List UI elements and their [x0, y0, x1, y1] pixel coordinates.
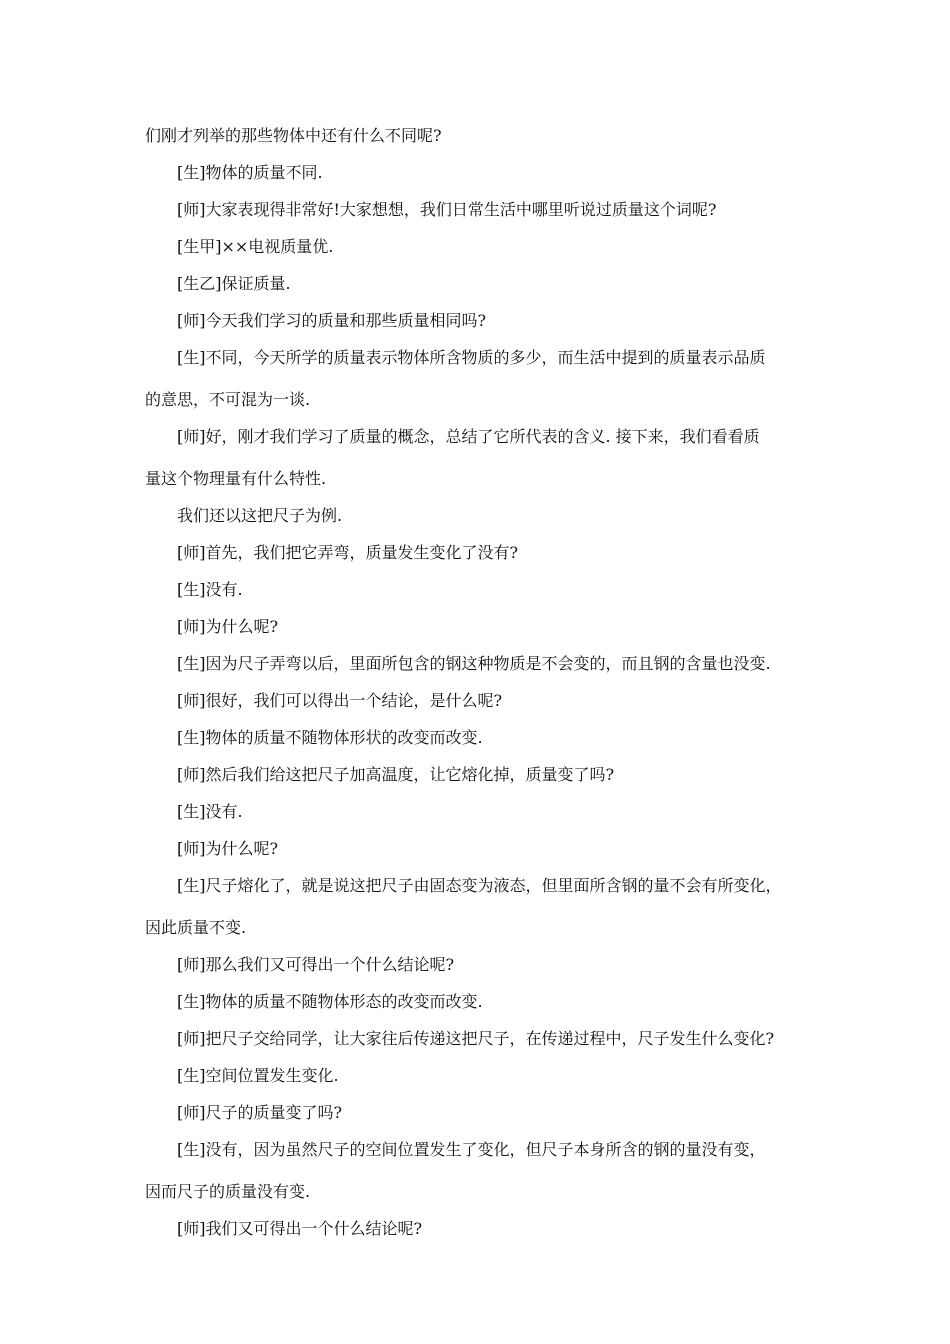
document-body — [145, 123, 817, 1253]
paragraph-line: [生]物体的质量不随物体形态的改变而改变. — [177, 992, 483, 1011]
paragraph-line: [生]不同，今天所学的质量表示物体所含物质的多少，而生活中提到的质量表示品质 — [177, 348, 766, 367]
paragraph-line: [生]没有，因为虽然尺子的空间位置发生了变化，但尺子本身所含的钢的量没有变， — [177, 1140, 766, 1159]
paragraph-line: 们刚才列举的那些物体中还有什么不同呢? — [145, 126, 442, 145]
paragraph-line: [生]物体的质量不随物体形状的改变而改变. — [177, 728, 483, 747]
paragraph-line: 因此质量不变. — [145, 918, 247, 937]
paragraph-line: [师]把尺子交给同学，让大家往后传递这把尺子，在传递过程中，尺子发生什么变化? — [177, 1029, 775, 1048]
paragraph-line: 我们还以这把尺子为例. — [177, 506, 343, 525]
paragraph-line: [生]空间位置发生变化. — [177, 1066, 339, 1085]
paragraph-line: 量这个物理量有什么特性. — [145, 469, 327, 488]
paragraph-line: [生]没有. — [177, 580, 243, 599]
paragraph-line: [师]好，刚才我们学习了质量的概念，总结了它所代表的含义. 接下来，我们看看质 — [177, 427, 760, 446]
paragraph-line: [师]那么我们又可得出一个什么结论呢? — [177, 955, 455, 974]
paragraph-line: [师]很好，我们可以得出一个结论，是什么呢? — [177, 691, 503, 710]
paragraph-line: [师]首先，我们把它弄弯，质量发生变化了没有? — [177, 543, 519, 562]
paragraph-line: 因而尺子的质量没有变. — [145, 1182, 311, 1201]
paragraph-line: [师]为什么呢? — [177, 839, 279, 858]
paragraph-line: [师]我们又可得出一个什么结论呢? — [177, 1219, 423, 1238]
paragraph-line: [师]今天我们学习的质量和那些质量相同吗? — [177, 311, 487, 330]
paragraph-line: [师]为什么呢? — [177, 617, 279, 636]
paragraph-line: [生]物体的质量不同. — [177, 163, 323, 182]
paragraph-line: 的意思，不可混为一谈. — [145, 390, 311, 409]
paragraph-line: [生]因为尺子弄弯以后，里面所包含的钢这种物质是不会变的，而且钢的含量也没变. — [177, 654, 771, 673]
paragraph-line: [师]然后我们给这把尺子加高温度，让它熔化掉，质量变了吗? — [177, 765, 615, 784]
paragraph-line: [生甲]××电视质量优. — [177, 237, 334, 256]
paragraph-line: [师]大家表现得非常好!大家想想，我们日常生活中哪里听说过质量这个词呢? — [177, 200, 717, 219]
paragraph-line: [师]尺子的质量变了吗? — [177, 1103, 343, 1122]
paragraph-line: [生]尺子熔化了，就是说这把尺子由固态变为液态，但里面所含钢的量不会有所变化， — [177, 876, 782, 895]
paragraph-line: [生乙]保证质量. — [177, 274, 291, 293]
paragraph-line: [生]没有. — [177, 802, 243, 821]
